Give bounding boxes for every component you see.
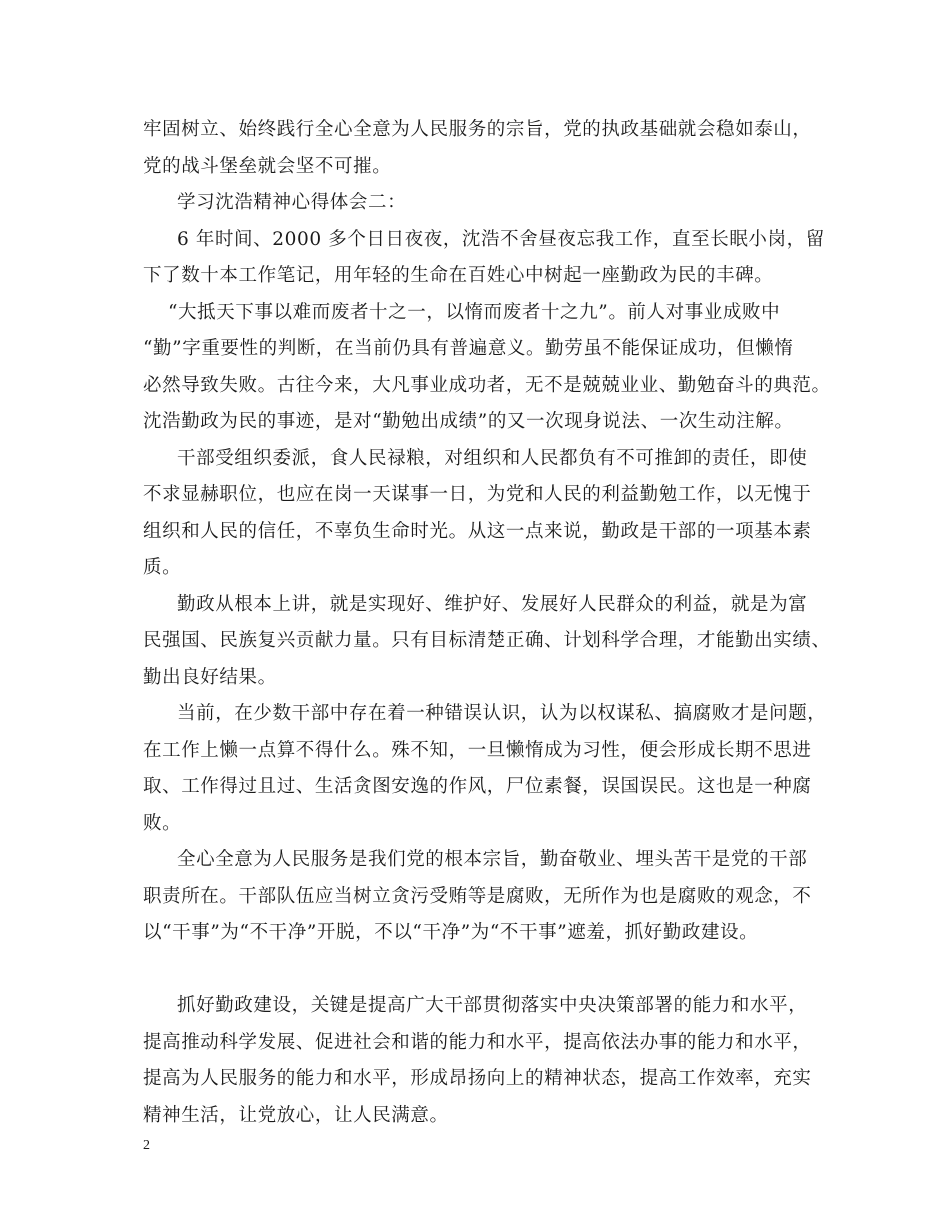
text-line: 质。: [143, 557, 182, 578]
text-line: 必然导致失败。古往今来，大凡事业成功者，无不是兢兢业业、勤勉奋斗的典范。: [143, 375, 831, 396]
page-number: 2: [143, 1138, 150, 1153]
text-line: 沈浩勤政为民的事迹，是对“勤勉出成绩”的又一次现身说法、一次生动注解。: [143, 411, 794, 432]
text-line: 以“干事”为“不干净”开脱，不以“干净”为“不干事”遮羞，抓好勤政建设。: [143, 922, 759, 943]
text-line: 取、工作得过且过、生活贪图安逸的作风，尸位素餐，误国误民。这也是一种腐: [143, 776, 812, 797]
text-line: 精神生活，让党放心，让人民满意。: [143, 1105, 449, 1126]
text-line: 干部受组织委派，食人民禄粮，对组织和人民都负有不可推卸的责任，即使: [177, 448, 808, 469]
text-line: 勤政从根本上讲，就是实现好、维护好、发展好人民群众的利益，就是为富: [177, 594, 808, 615]
text-line: 下了数十本工作笔记，用年轻的生命在百姓心中树起一座勤政为民的丰碑。: [143, 265, 774, 286]
text-line: 组织和人民的信任，不辜负生命时光。从这一点来说，勤政是干部的一项基本素: [143, 521, 812, 542]
text-line: “勤”字重要性的判断，在当前仍具有普遍意义。勤劳虽不能保证成功，但懒惰: [143, 338, 794, 359]
text-line: 勤出良好结果。: [143, 667, 277, 688]
text-line: 当前，在少数干部中存在着一种错误认识，认为以权谋私、搞腐败才是问题，: [177, 703, 827, 724]
text-line: 不求显赫职位，也应在岗一天谋事一日，为党和人民的利益勤勉工作，以无愧于: [143, 484, 812, 505]
text-line: 民强国、民族复兴贡献力量。只有目标清楚正确、计划科学合理，才能勤出实绩、: [143, 630, 831, 651]
text-line: 党的战斗堡垒就会坚不可摧。: [143, 156, 392, 177]
text-line: 抓好勤政建设，关键是提高广大干部贯彻落实中央决策部署的能力和水平，: [177, 995, 808, 1016]
text-line: 提高为人民服务的能力和水平，形成昂扬向上的精神状态，提高工作效率，充实: [143, 1068, 812, 1089]
section-heading: 学习沈浩精神心得体会二：: [177, 192, 407, 213]
text-line: 全心全意为人民服务是我们党的根本宗旨，勤奋敬业、埋头苦干是党的干部: [177, 849, 808, 870]
text-line: “大抵天下事以难而废者十之一，以惰而废者十之九”。前人对事业成败中: [168, 302, 781, 323]
text-line: 在工作上懒一点算不得什么。殊不知，一旦懒惰成为习性，便会形成长期不思进: [143, 740, 812, 761]
text-line: 提高推动科学发展、促进社会和谐的能力和水平，提高依法办事的能力和水平，: [143, 1032, 812, 1053]
text-line: 6 年时间、2000 多个日日夜夜，沈浩不舍昼夜忘我工作，直至长眠小岗，留: [177, 229, 825, 250]
text-line: 牢固树立、始终践行全心全意为人民服务的宗旨，党的执政基础就会稳如泰山，: [143, 119, 812, 140]
text-line: 职责所在。干部队伍应当树立贪污受贿等是腐败，无所作为也是腐败的观念，不: [143, 886, 812, 907]
text-line: 败。: [143, 813, 182, 834]
